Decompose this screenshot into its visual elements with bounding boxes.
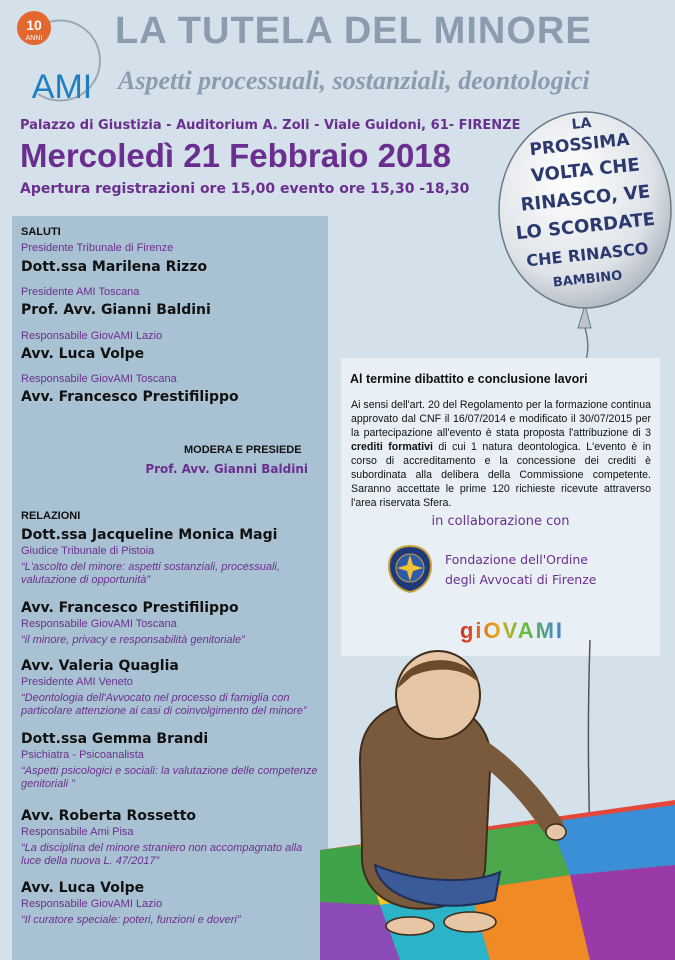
credits-text-before: Ai sensi dell'art. 20 del Regolamento per la formazione continua approvato dal CNF il 16/07/2014 e modificato il 30/07/2015 per la partecipazione all'evento è stata proposta l'attribuzione di 3 (351, 399, 651, 439)
saluti-heading: SALUTI (21, 226, 61, 238)
speaker-topic: “Aspetti psicologici e sociali: la valutazione delle competenze genitoriali ” (21, 765, 318, 790)
saluti-name: Dott.ssa Marilena Rizzo (21, 259, 208, 275)
speaker-name: Avv. Roberta Rossetto (21, 808, 197, 824)
saluti-name: Avv. Luca Volpe (21, 346, 145, 362)
moderator-heading: MODERA E PRESIEDE (184, 444, 302, 456)
speaker-name: Avv. Luca Volpe (21, 880, 145, 896)
balloon-line-5: LO SCORDATE (514, 208, 657, 245)
speaker-name: Avv. Francesco Prestifilippo (21, 600, 239, 616)
balloon-line-7: BAMBINO (552, 268, 624, 291)
moderator-name: Prof. Avv. Gianni Baldini (145, 462, 308, 476)
child-illustration (320, 640, 675, 960)
logo-badge-word: ANNI (25, 35, 43, 42)
balloon-line-3: VOLTA CHE (530, 154, 641, 187)
speaker-topic: “La disciplina del minore straniero non accompagnato alla luce della nuova L. 47/2017” (21, 842, 303, 867)
credits-text-bold: crediti formativi (351, 441, 433, 453)
event-hours: Apertura registrazioni ore 15,00 evento ore 15,30 -18,30 (20, 181, 470, 197)
info-heading: Al termine dibattito e conclusione lavori (350, 372, 588, 386)
logo-badge-number: 10 (26, 17, 42, 33)
speaker-topic: “il minore, privacy e responsabilità genitoriale” (21, 634, 245, 646)
speech-balloon (490, 100, 675, 360)
relazioni-heading: RELAZIONI (21, 510, 81, 522)
logo-brand: AMI (31, 68, 93, 106)
saluti-role: Presidente Tribunale di Firenze (21, 242, 174, 254)
ami-10-anni-logo (8, 6, 108, 106)
speaker-role: Responsabile Ami Pisa (21, 826, 134, 838)
speaker-name: Avv. Valeria Quaglia (21, 658, 179, 674)
saluti-role: Responsabile GiovAMI Lazio (21, 330, 163, 342)
event-venue: Palazzo di Giustizia - Auditorium A. Zoli - Viale Guidoni, 61- FIRENZE (20, 118, 521, 133)
saluti-role: Responsabile GiovAMI Toscana (21, 373, 177, 385)
foundation-name-line-1: Fondazione dell'Ordine (445, 552, 588, 567)
saluti-role: Presidente AMI Toscana (21, 286, 140, 298)
speaker-role: Responsabile GiovAMI Toscana (21, 618, 177, 630)
speaker-name: Dott.ssa Jacqueline Monica Magi (21, 527, 278, 543)
saluti-name: Prof. Avv. Gianni Baldini (21, 302, 211, 318)
speaker-role: Responsabile GiovAMI Lazio (21, 898, 163, 910)
foundation-name (445, 550, 645, 590)
info-panel (341, 358, 660, 656)
speaker-topic: “Deontologia dell'Avvocato nel processo di famiglia con particolare attenzione ai casi di coinvolgimento del minore” (21, 692, 307, 717)
giovami-logo-text: giOVAMI (459, 618, 565, 643)
page-subtitle: Aspetti processuali, sostanziali, deontologici (118, 66, 590, 95)
speaker-role: Giudice Tribunale di Pistoia (21, 545, 155, 557)
speaker-topic: “Il curatore speciale: poteri, funzioni e doveri” (21, 914, 241, 926)
foundation-emblem-icon (387, 544, 433, 594)
event-date: Mercoledì 21 Febbraio 2018 (20, 137, 452, 174)
speaker-topic: “L'ascolto del minore: aspetti sostanziali, processuali, valutazione di opportunità” (21, 561, 280, 586)
balloon-line-2: PROSSIMA (528, 129, 631, 161)
credits-paragraph (351, 398, 651, 510)
speaker-role: Psichiatra - Psicoanalista (21, 749, 144, 761)
balloon-line-6: CHE RINASCO (525, 238, 650, 271)
page-title: LA TUTELA DEL MINORE (115, 10, 592, 52)
credits-text-after: di cui 1 natura deontologica. L'evento è in corso di accreditamento e la concessione dei crediti è subordinata alla delibera della Commissione competente. Saranno accettate le prime 120 richieste ricevute attraverso l'area riservata Sfera. (351, 441, 651, 509)
collaboration-label: in collaborazione con (431, 514, 570, 529)
speaker-role: Presidente AMI Veneto (21, 676, 133, 688)
balloon-line-4: RINASCO, VE (519, 181, 652, 216)
speaker-name: Dott.ssa Gemma Brandi (21, 731, 209, 747)
foundation-name-line-2: degli Avvocati di Firenze (445, 572, 597, 587)
saluti-name: Avv. Francesco Prestifilippo (21, 389, 239, 405)
program-panel (12, 216, 328, 960)
balloon-line-1: LA (570, 115, 593, 134)
